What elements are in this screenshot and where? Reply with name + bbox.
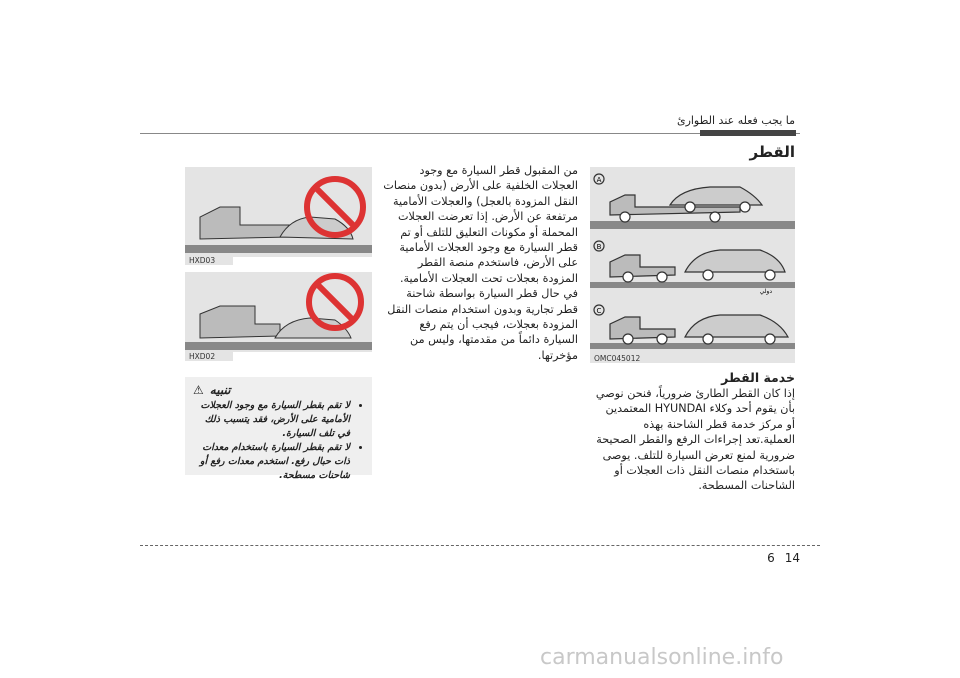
- tow-trucks-illustration: [590, 167, 795, 355]
- prohibited-figure-1: [185, 167, 372, 257]
- service-heading: خدمة القطر: [721, 370, 795, 385]
- label-b: B: [596, 243, 602, 251]
- label-c: C: [596, 307, 602, 315]
- page-index: 14: [784, 551, 800, 565]
- intro-text: من المقبول قطر السيارة مع وجود العجلات الخلفية على الأرض (بدون منصات النقل المزودة بالعجل) والعجلات الأمامية مرتفعة عن الأرض. إذا تعرضت العجلات المحملة أو مكونات التعليق للتلف أو تم قطر السيارة مع وجود العجلات الأمامية على الأرض، فاستخدم منصة القطر المزودة بعجلات تحت العجلات الأمامية. في حال قطر السيارة بواسطة شاحنة قطر تجارية وبدون استخدام منصات النقل المزودة بعجلات، فيجب أن يتم رفع السيارة دائماً من مقدمتها، وليس من مؤخرتها.: [383, 164, 578, 362]
- section-header: ما يجب فعله عند الطوارئ: [676, 114, 795, 127]
- service-text: إذا كان القطر الطارئ ضرورياً، فنحن نوصي بأن يقوم أحد وكلاء HYUNDAI المعتمدين أو مركز خدمة قطر الشاحنة بهذه العملية.تعد إجراءات الرفع والقطر الصحيحة ضرورية لمنع تعرض السيارة للتلف. يوصى باستخدام منصات النقل ذات العجلات أو الشاحنات المسطحة.: [595, 387, 795, 493]
- caution-item: • لا تقم بقطر السيارة مع وجود العجلات الأمامية على الأرض، فقد يتسبب ذلك في تلف السيارة.: [193, 399, 350, 441]
- dolly-label: دولي: [759, 288, 772, 295]
- figure-code-hxd02: HXD02: [185, 352, 233, 361]
- label-a: A: [596, 176, 602, 184]
- footer-rule: [140, 545, 820, 546]
- page-title: القطر: [749, 143, 795, 161]
- chapter-number: 6: [767, 551, 775, 565]
- caution-header: [193, 383, 364, 397]
- caution-item: • لا تقم بقطر السيارة باستخدام معدات ذات حبال رفع. استخدم معدات رفع أو شاحنات مسطحة.: [193, 441, 350, 483]
- page-number: [740, 551, 800, 565]
- no-tow-illustration: [185, 167, 372, 257]
- prohibited-figure-2: [185, 272, 372, 352]
- warning-triangle-icon: ⚠: [193, 383, 204, 397]
- caution-box: [185, 377, 372, 481]
- no-sling-tow-illustration: [185, 272, 372, 352]
- caution-title: تنبيه: [209, 383, 231, 397]
- watermark: carmanualsonline.info: [540, 645, 784, 670]
- figure-code-hxd03: HXD03: [185, 256, 233, 265]
- figure-code: OMC045012: [590, 354, 795, 363]
- header-rule-bar: [700, 130, 796, 136]
- towing-methods-figure: [590, 167, 795, 355]
